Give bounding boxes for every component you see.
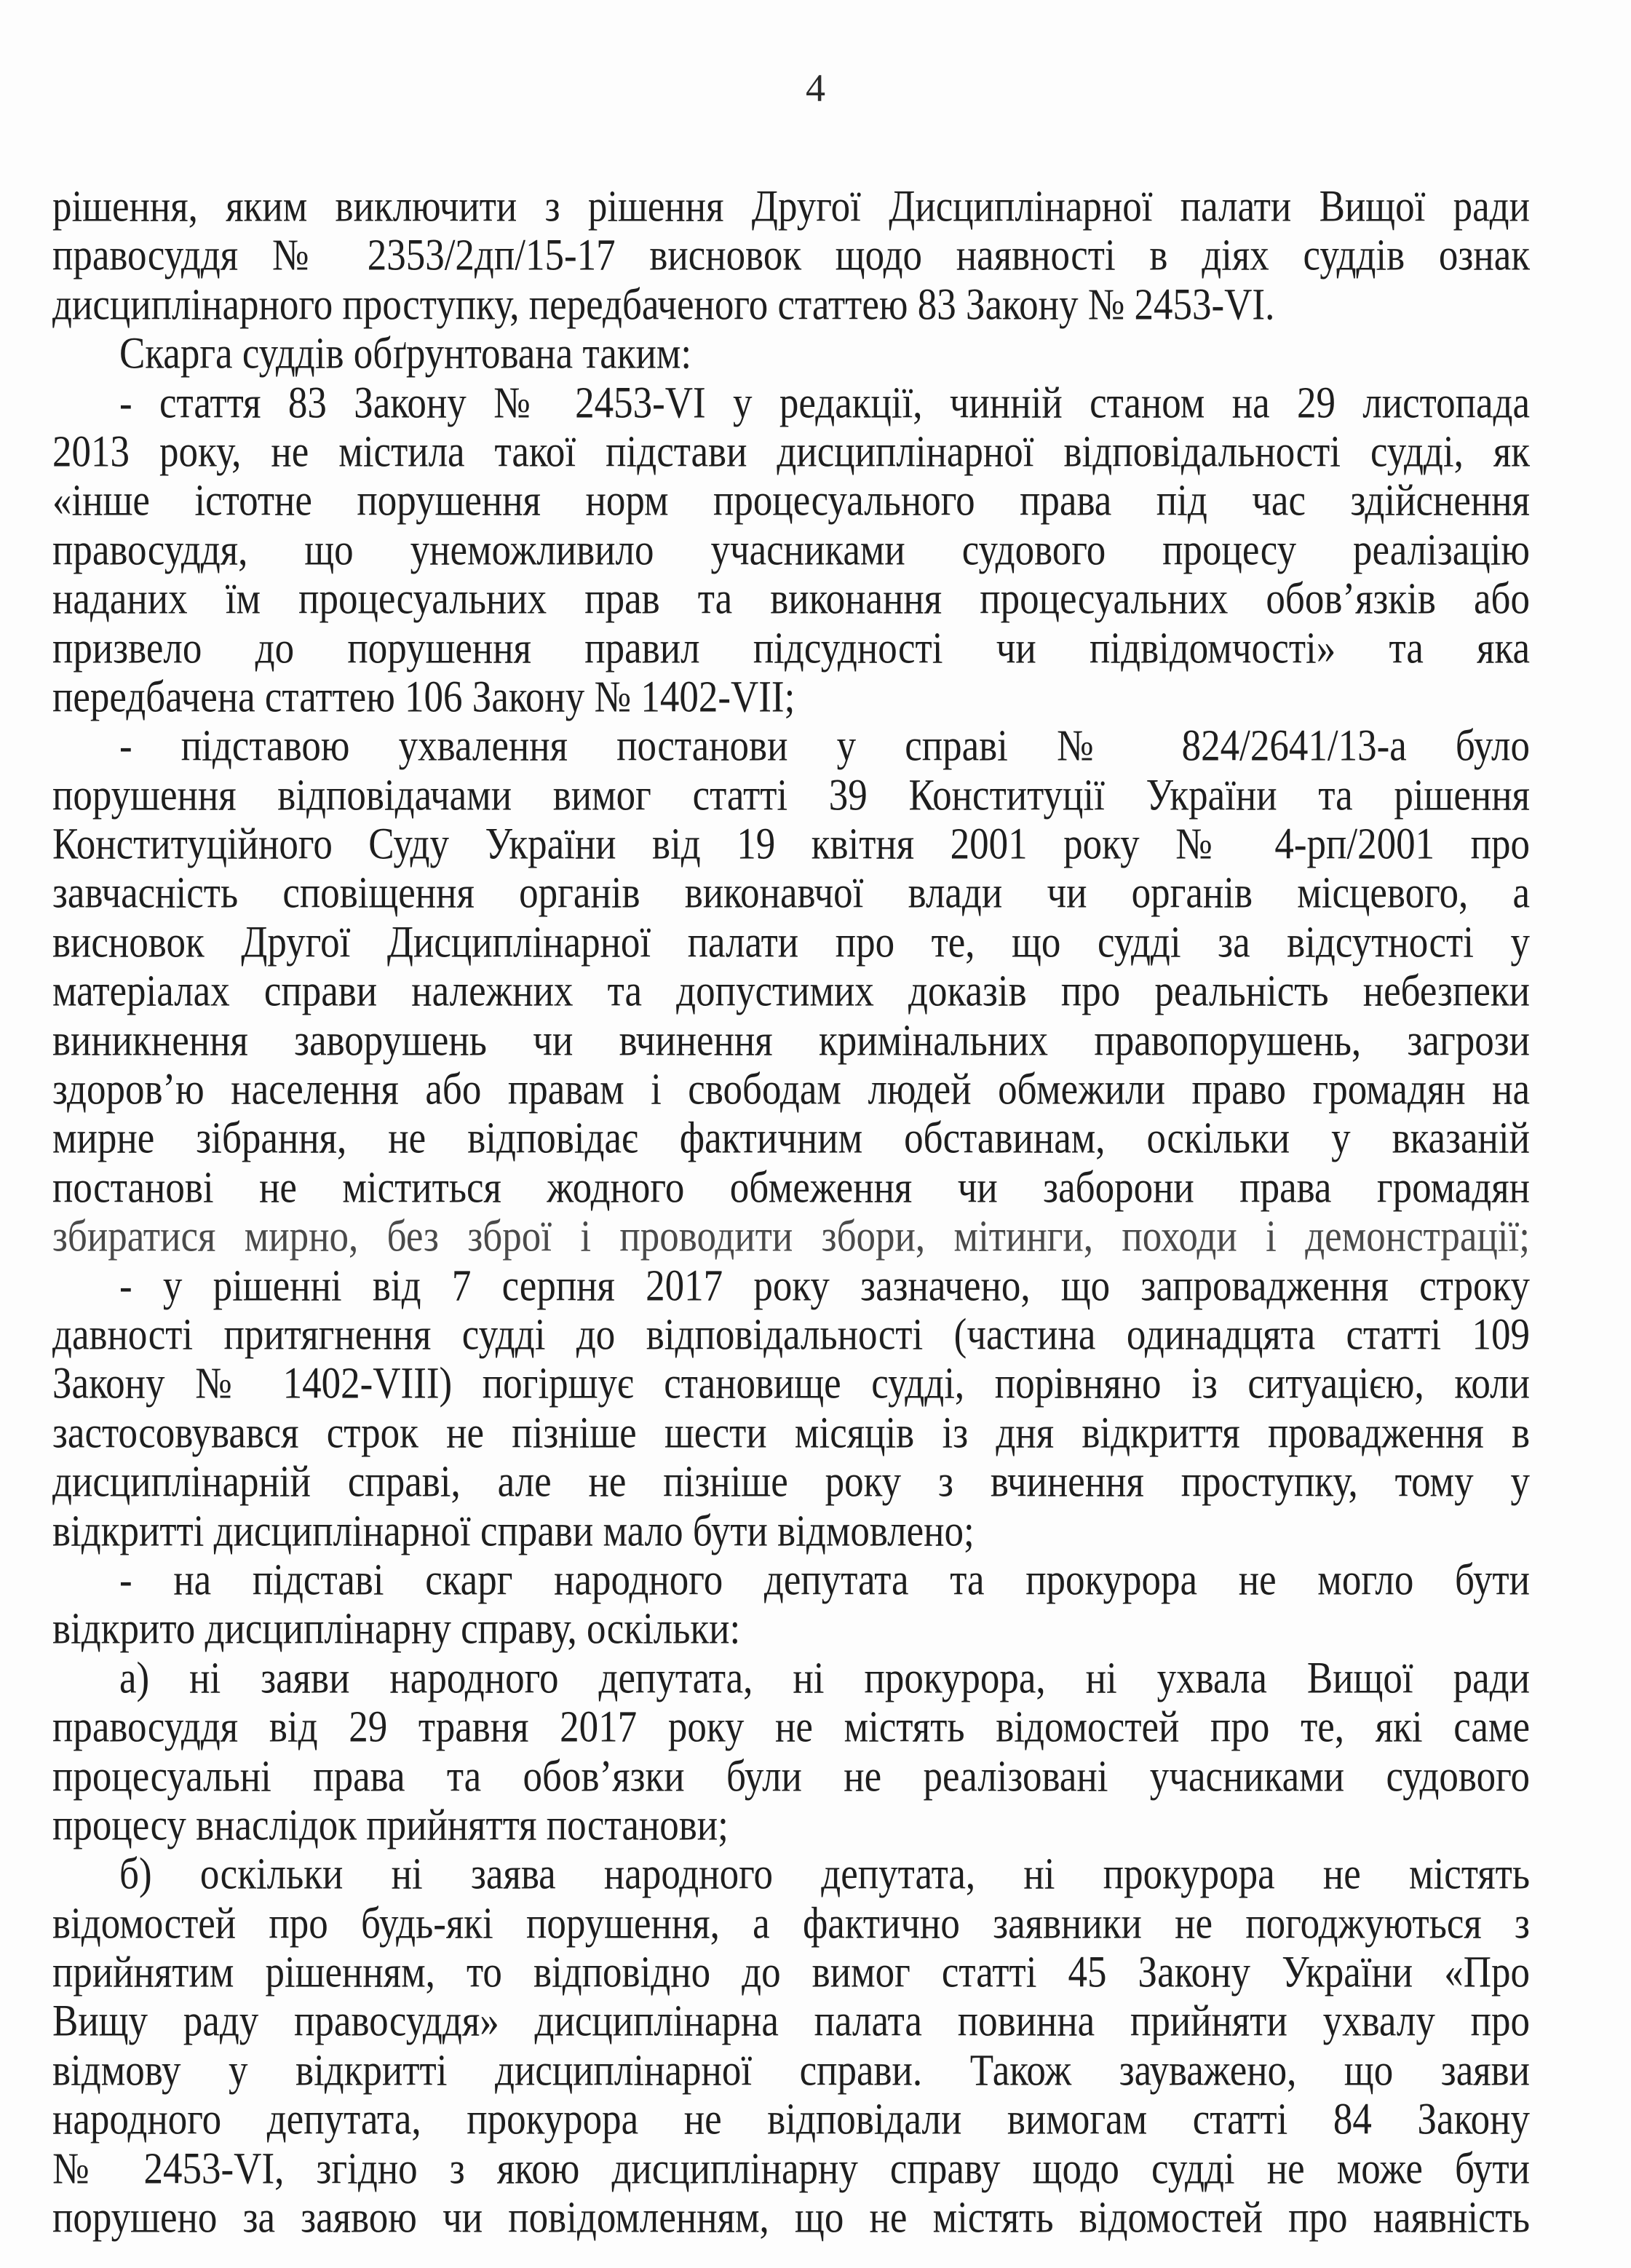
text-line: процесуальні права та обов’язки були не реалізовані учасниками судового [52, 1752, 1530, 1801]
document-body [52, 183, 1530, 2243]
text-line: порушено за заявою чи повідомленням, що не містять відомостей про наявність [52, 2193, 1530, 2243]
text-line: наданих їм процесуальних прав та виконання процесуальних обов’язків або [52, 574, 1530, 624]
text-line: правосуддя № 2353/2дп/15-17 висновок щодо наявності в діях суддів ознак [52, 231, 1530, 280]
text-line: - на підставі скарг народного депутата та прокурора не могло бути [119, 1555, 1530, 1605]
text-line: збиратися мирно, без зброї і проводити збори, мітинги, походи і демонстрації; [52, 1212, 1530, 1261]
text-line: Вищу раду правосуддя» дисциплінарна палата повинна прийняти ухвалу про [52, 1997, 1530, 2046]
text-line: завчасність сповіщення органів виконавчої влади чи органів місцевого, а [52, 869, 1530, 918]
text-line: виникнення заворушень чи вчинення кримінальних правопорушень, загрози [52, 1016, 1530, 1065]
text-line: давності притягнення судді до відповідальності (частина одинадцята статті 109 [52, 1310, 1530, 1360]
text-line: матеріалах справи належних та допустимих доказів про реальність небезпеки [52, 967, 1530, 1016]
text-line: порушення відповідачами вимог статті 39 Конституції України та рішення [52, 771, 1530, 820]
text-line: прийнятим рішенням, то відповідно до вимог статті 45 Закону України «Про [52, 1948, 1530, 1997]
text-line: відмову у відкритті дисциплінарної справи. Також зауважено, що заяви [52, 2046, 1530, 2095]
text-line: 2013 року, не містила такої підстави дисциплінарної відповідальності судді, як [52, 427, 1530, 477]
text-line: здоров’ю населення або правам і свободам людей обмежили право громадян на [52, 1065, 1530, 1114]
text-line: процесу внаслідок прийняття постанови; [52, 1801, 729, 1850]
text-line: б) оскільки ні заява народного депутата, ні прокурора не містять [119, 1849, 1530, 1899]
text-line: правосуддя, що унеможливило учасниками судового процесу реалізацію [52, 526, 1530, 574]
text-line: відомостей про будь-які порушення, а фактично заявники не погоджуються з [52, 1899, 1530, 1948]
text-line: постанові не міститься жодного обмеження чи заборони права громадян [52, 1163, 1530, 1213]
text-line: Конституційного Суду України від 19 квітня 2001 року № 4-рп/2001 про [52, 820, 1530, 869]
text-line: Закону № 1402-VIII) погіршує становище судді, порівняно із ситуацією, коли [52, 1359, 1530, 1408]
text-line: а) ні заяви народного депутата, ні прокурора, ні ухвала Вищої ради [119, 1654, 1530, 1702]
text-line: відкрито дисциплінарну справу, оскільки: [52, 1604, 741, 1654]
text-line: «інше істотне порушення норм процесуального права під час здійснення [52, 476, 1530, 526]
text-line: - стаття 83 Закону № 2453-VI у редакції, чинній станом на 29 листопада [119, 378, 1530, 427]
text-line: дисциплінарного проступку, передбаченого статтею 83 Закону № 2453-VI. [52, 280, 1275, 330]
text-line: народного депутата, прокурора не відповідали вимогам статті 84 Закону [52, 2095, 1530, 2144]
text-line: - підставою ухвалення постанови у справі № 824/2641/13-а було [119, 721, 1530, 771]
text-line: відкритті дисциплінарної справи мало бути відмовлено; [52, 1507, 975, 1555]
text-line: - у рішенні від 7 серпня 2017 року зазначено, що запровадження строку [119, 1261, 1530, 1310]
paragraph-heading: Скарга суддів обґрунтована таким: [119, 329, 692, 378]
text-line: дисциплінарній справі, але не пізніше року з вчинення проступку, тому у [52, 1457, 1530, 1507]
page-number: 4 [806, 66, 825, 110]
text-line: призвело до порушення правил підсудності чи підвідомчості» та яка [52, 624, 1530, 673]
text-line: застосовувався строк не пізніше шести місяців із дня відкриття провадження в [52, 1408, 1530, 1458]
text-line: мирне зібрання, не відповідає фактичним обставинам, оскільки у вказаній [52, 1114, 1530, 1163]
text-line: № 2453-VI, згідно з якою дисциплінарну справу щодо судді не може бути [52, 2144, 1530, 2193]
text-line: правосуддя від 29 травня 2017 року не містять відомостей про те, які саме [52, 1702, 1530, 1752]
text-line: висновок Другої Дисциплінарної палати про те, що судді за відсутності у [52, 918, 1530, 967]
text-line: рішення, яким виключити з рішення Другої Дисциплінарної палати Вищої ради [52, 182, 1530, 231]
text-line: передбачена статтею 106 Закону № 1402-VII; [52, 673, 795, 722]
